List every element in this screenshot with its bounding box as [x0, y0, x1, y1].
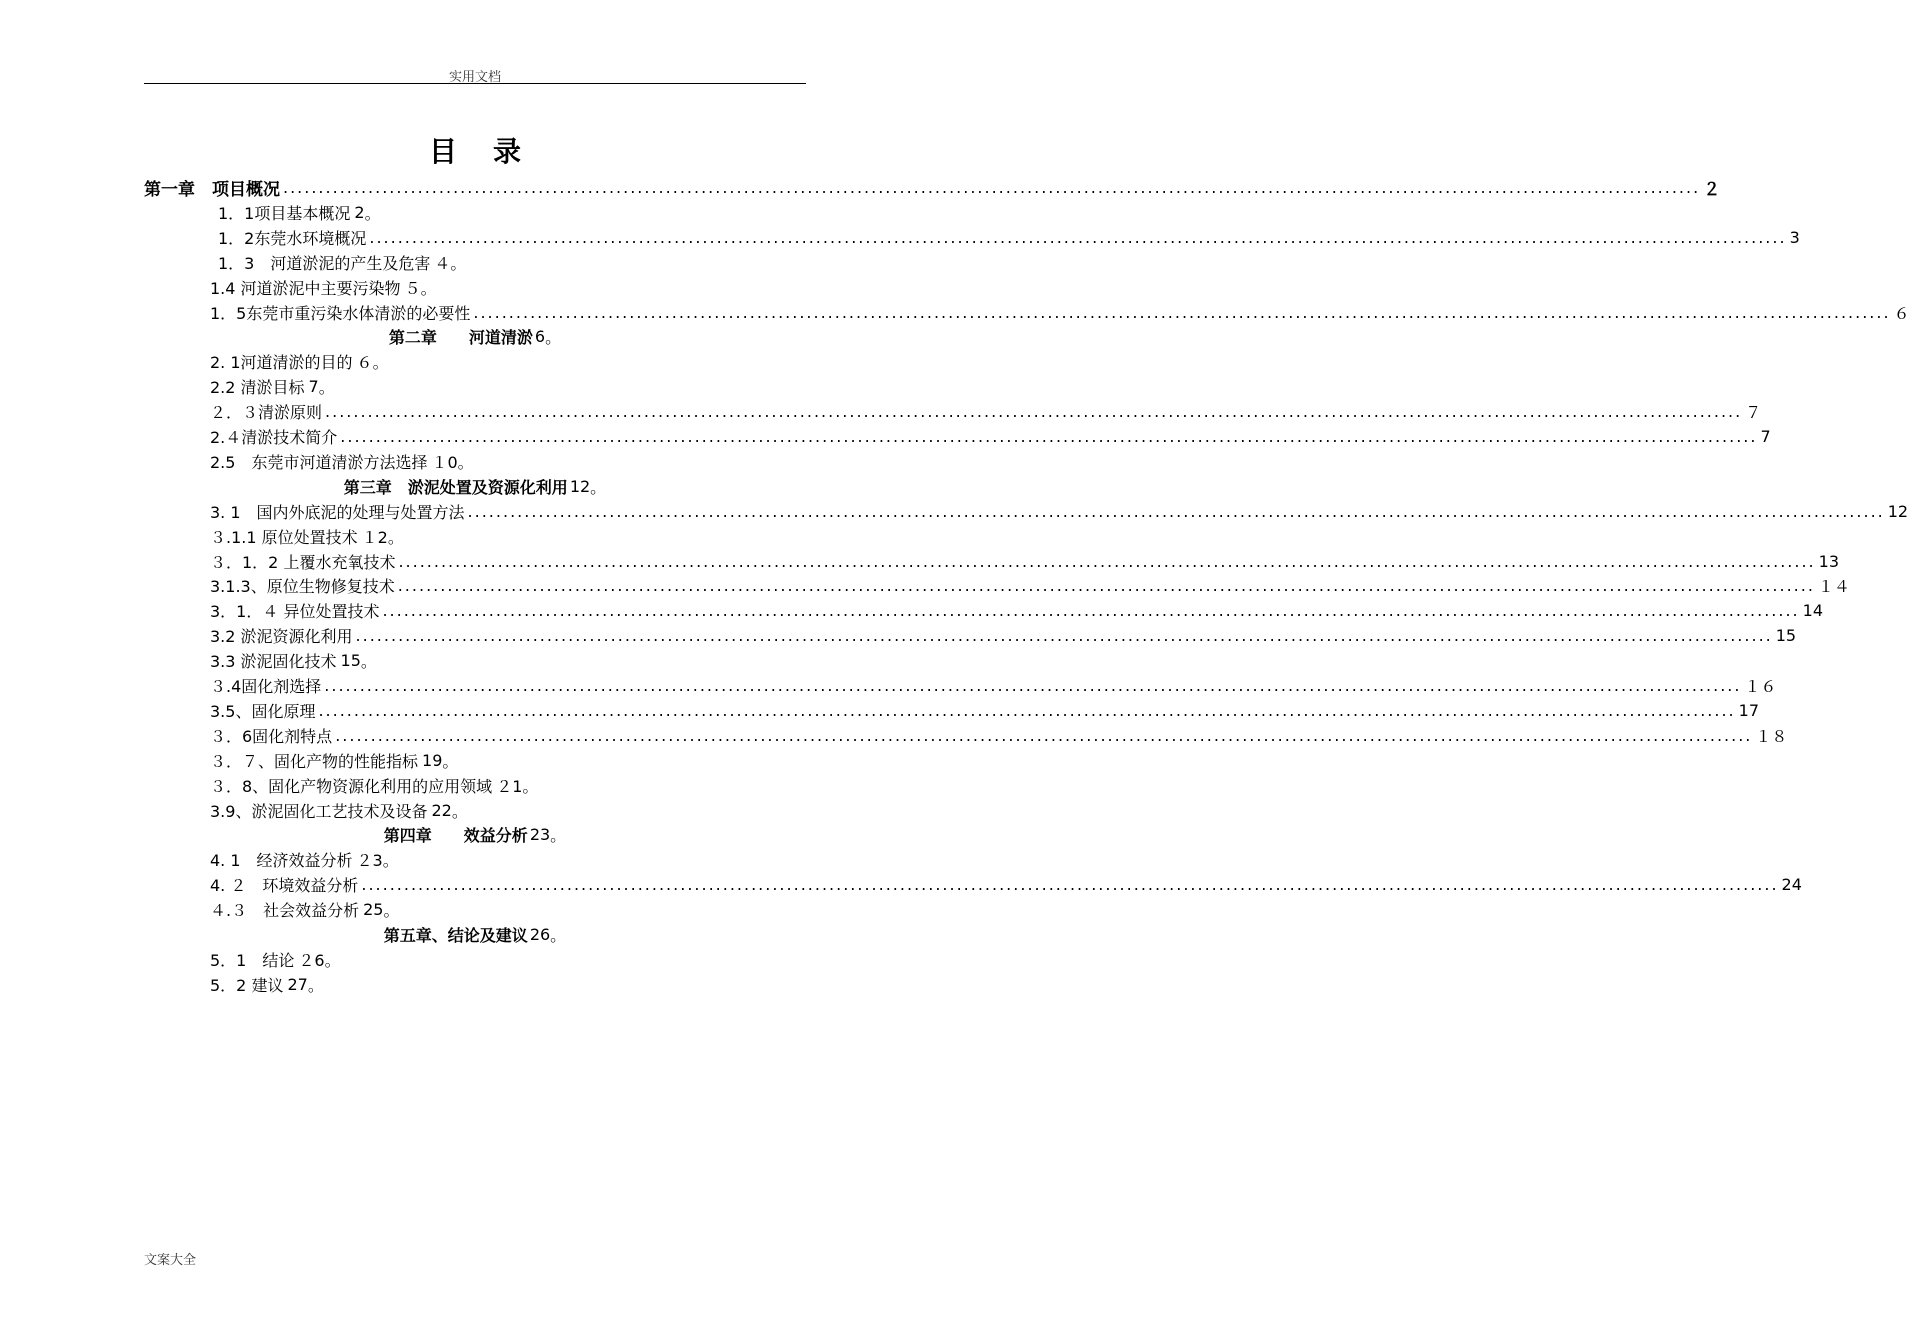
toc-entry[interactable]	[210, 449, 474, 474]
toc-dot-leader: ........................................................................................................................................................................................................	[283, 178, 1701, 197]
toc-chapter-heading[interactable]	[144, 822, 806, 847]
toc-entry-suffix: 。	[522, 776, 539, 796]
toc-entry-label: 5．2 建议	[210, 975, 284, 995]
toc-entry-suffix: 。	[372, 353, 389, 373]
toc-entry-suffix: 。	[550, 926, 567, 945]
toc-entry-label: ３．6固化剂特点	[210, 726, 333, 746]
toc-entry-suffix: 。	[590, 477, 607, 497]
toc-entry-label: ３.4固化剂选择	[210, 677, 322, 696]
toc-entry-label: ３．７、固化产物的性能指标	[210, 751, 419, 771]
toc-entry[interactable]	[210, 648, 377, 673]
toc-entry[interactable]	[210, 349, 389, 374]
toc-entry-label: 2. 1河道清淤的目的	[210, 353, 353, 373]
toc-entry-suffix: 。	[383, 901, 400, 921]
toc-entry-suffix: 。	[364, 203, 381, 223]
header-rule	[144, 83, 806, 84]
toc-entry[interactable]	[210, 399, 1762, 424]
toc-entry[interactable]	[210, 598, 1823, 623]
toc-entry-label: 1．3 河道淤泥的产生及危害	[218, 253, 431, 273]
toc-page-number: 3	[1789, 227, 1800, 247]
toc-page-number: ６	[1893, 303, 1910, 323]
toc-entry-label: 1．1项目基本概况	[218, 203, 351, 223]
toc-entry[interactable]	[218, 225, 1800, 250]
toc-dot-leader: ........................................................................................................................................................................................................	[355, 626, 1773, 646]
toc-entry-label: 3．1．４ 异位处置技术	[210, 602, 380, 622]
toc-entry-label: ４.３ 社会效益分析	[210, 901, 360, 921]
toc-chapter-heading[interactable]	[144, 922, 806, 947]
toc-entry-suffix: 。	[545, 328, 562, 348]
toc-entry[interactable]	[210, 773, 538, 798]
toc-dot-leader: ........................................................................................................................................................................................................	[335, 725, 1753, 745]
toc-entry[interactable]	[210, 424, 1771, 449]
toc-dot-leader: ........................................................................................................................................................................................................	[382, 601, 1800, 621]
toc-dot-leader: ........................................................................................................................................................................................................	[325, 402, 1743, 422]
toc-entry-suffix: 。	[307, 975, 324, 995]
toc-entry-suffix: 。	[442, 751, 459, 771]
toc-entry-suffix: 。	[382, 851, 399, 871]
toc-chapter-heading[interactable]	[144, 324, 806, 349]
toc-page-number: 7	[1760, 427, 1771, 446]
toc-entry-suffix: 。	[550, 826, 567, 846]
toc-page-number: 24	[1781, 875, 1802, 895]
toc-page-number: ２	[1703, 180, 1721, 200]
toc-entry-label: ２．３清淤原则	[210, 403, 323, 423]
toc-entry[interactable]	[218, 250, 466, 275]
toc-dot-leader: ........................................................................................................................................................................................................	[318, 700, 1736, 720]
toc-page-number: １６	[1744, 677, 1777, 696]
toc-entry-label: 第一章 项目概况	[144, 180, 280, 200]
toc-page-number: ７	[1745, 403, 1762, 423]
toc-page-number: 19	[422, 750, 443, 770]
toc-entry[interactable]	[210, 300, 1910, 325]
toc-entry-label: 3.2 淤泥资源化利用	[210, 627, 353, 647]
toc-entry-suffix: 。	[420, 278, 437, 298]
toc-dot-leader: ........................................................................................................................................................................................................	[361, 875, 1779, 895]
toc-entry[interactable]	[210, 972, 324, 997]
toc-entry[interactable]	[144, 175, 1721, 200]
toc-page-number: ５	[404, 278, 421, 298]
toc-page-number: 12	[569, 476, 591, 496]
toc-entry[interactable]	[210, 275, 437, 300]
toc-page-number: ６	[356, 353, 373, 373]
toc-entry[interactable]	[210, 798, 468, 823]
toc-page-number: ２6	[298, 950, 325, 970]
toc-entry-label: 1．2东莞水环境概况	[218, 228, 367, 248]
toc-entry[interactable]	[210, 897, 399, 922]
toc-entry-label: ３．1．2 上覆水充氧技术	[210, 552, 396, 572]
toc-entry-label: 3. 1 国内外底泥的处理与处置方法	[210, 502, 465, 522]
toc-page-number: ４	[434, 253, 451, 273]
toc-page-number: 15	[1775, 626, 1797, 646]
toc-entry-label: 1.4 河道淤泥中主要污染物	[210, 278, 401, 298]
toc-chapter-label: 第三章 淤泥处置及资源化利用	[343, 477, 568, 497]
toc-dot-leader: ........................................................................................................................................................................................................	[467, 501, 1885, 521]
toc-entry-suffix: 。	[318, 378, 335, 398]
toc-entry-suffix: 。	[387, 527, 404, 547]
toc-entry-suffix: 。	[324, 950, 341, 970]
toc-page-number: 2	[354, 202, 365, 222]
toc-page-number: 14	[1802, 601, 1823, 621]
toc-entry[interactable]	[210, 723, 1788, 748]
toc-entry-label: 3.3 淤泥固化技术	[210, 652, 337, 672]
toc-chapter-label: 第二章 河道清淤	[388, 328, 533, 348]
toc-dot-leader: ........................................................................................................................................................................................................	[369, 227, 1787, 247]
toc-entry[interactable]	[210, 947, 341, 972]
toc-entry[interactable]	[210, 374, 335, 399]
toc-entry-suffix: 。	[457, 452, 474, 472]
toc-entry-suffix: 。	[450, 253, 467, 273]
toc-dot-leader: ........................................................................................................................................................................................................	[324, 676, 1742, 695]
toc-entry-label: 5．1 结论	[210, 950, 295, 970]
toc-entry-label: 2.2 清淤目标	[210, 378, 305, 398]
toc-entry-label: 1．5东莞市重污染水体清淤的必要性	[210, 303, 471, 323]
toc-page-number: 7	[308, 377, 319, 397]
toc-entry[interactable]	[210, 573, 1850, 598]
toc-page-number: 22	[431, 800, 452, 820]
toc-entry[interactable]	[210, 524, 404, 549]
toc-entry-suffix: 。	[451, 801, 468, 821]
toc-entry-label: 4. ２ 环境效益分析	[210, 876, 359, 896]
toc-page-number: １４	[1817, 577, 1850, 597]
toc-page-number: 27	[287, 974, 308, 994]
toc-entry[interactable]	[218, 200, 381, 225]
toc-entry[interactable]	[210, 847, 399, 872]
toc-entry-label: 3.1.3、原位生物修复技术	[210, 577, 395, 597]
toc-entry-label: 2.４清淤技术简介	[210, 428, 338, 447]
toc-entry[interactable]	[210, 499, 1909, 524]
toc-dot-leader: ........................................................................................................................................................................................................	[397, 576, 1815, 596]
toc-entry[interactable]	[210, 872, 1802, 897]
toc-page-number: 17	[1738, 700, 1759, 720]
toc-page-number: １８	[1755, 726, 1788, 746]
toc-page-number: 15	[340, 651, 361, 671]
toc-page-number: １0	[431, 452, 458, 472]
toc-chapter-heading[interactable]	[144, 474, 806, 499]
toc-page-number: 6	[534, 327, 546, 347]
toc-entry[interactable]	[210, 673, 1777, 698]
page-footer: 文案大全	[144, 1253, 197, 1268]
toc-page-number: 12	[1887, 501, 1909, 521]
toc-entry-suffix: 。	[360, 652, 377, 672]
toc-entry[interactable]	[210, 748, 458, 773]
toc-title: 目录	[428, 135, 557, 168]
toc-entry-label: 2.5 东莞市河道清淤方法选择	[210, 452, 428, 472]
toc-entry[interactable]	[210, 549, 1839, 574]
toc-chapter-label: 第四章 效益分析	[383, 826, 528, 846]
toc-entry-label: ３．8、固化产物资源化利用的应用领域	[210, 776, 493, 796]
toc-entry-label: 3.9、淤泥固化工艺技术及设备	[210, 801, 428, 821]
toc-page-number: １2	[361, 527, 388, 547]
toc-dot-leader: ........................................................................................................................................................................................................	[340, 427, 1758, 446]
toc-page-number: 26	[529, 925, 551, 944]
toc-entry-label: 3.5、固化原理	[210, 701, 316, 721]
toc-page-number: 23	[529, 825, 551, 845]
page-header: 实用文档	[448, 70, 501, 85]
toc-dot-leader: ........................................................................................................................................................................................................	[398, 551, 1816, 571]
toc-entry-label: ３.1.1 原位处置技术	[210, 527, 358, 547]
toc-entry-label: 4. 1 经济效益分析	[210, 851, 353, 871]
toc-page-number: 13	[1818, 551, 1839, 571]
toc-chapter-label: 第五章、结论及建议	[383, 926, 528, 945]
toc-page-number: ２1	[496, 776, 523, 796]
toc-dot-leader: ........................................................................................................................................................................................................	[473, 302, 1891, 322]
toc-entry[interactable]	[210, 623, 1797, 648]
toc-entry[interactable]	[210, 698, 1759, 723]
toc-page-number: ２3	[356, 851, 383, 871]
toc-page-number: 25	[363, 900, 384, 920]
